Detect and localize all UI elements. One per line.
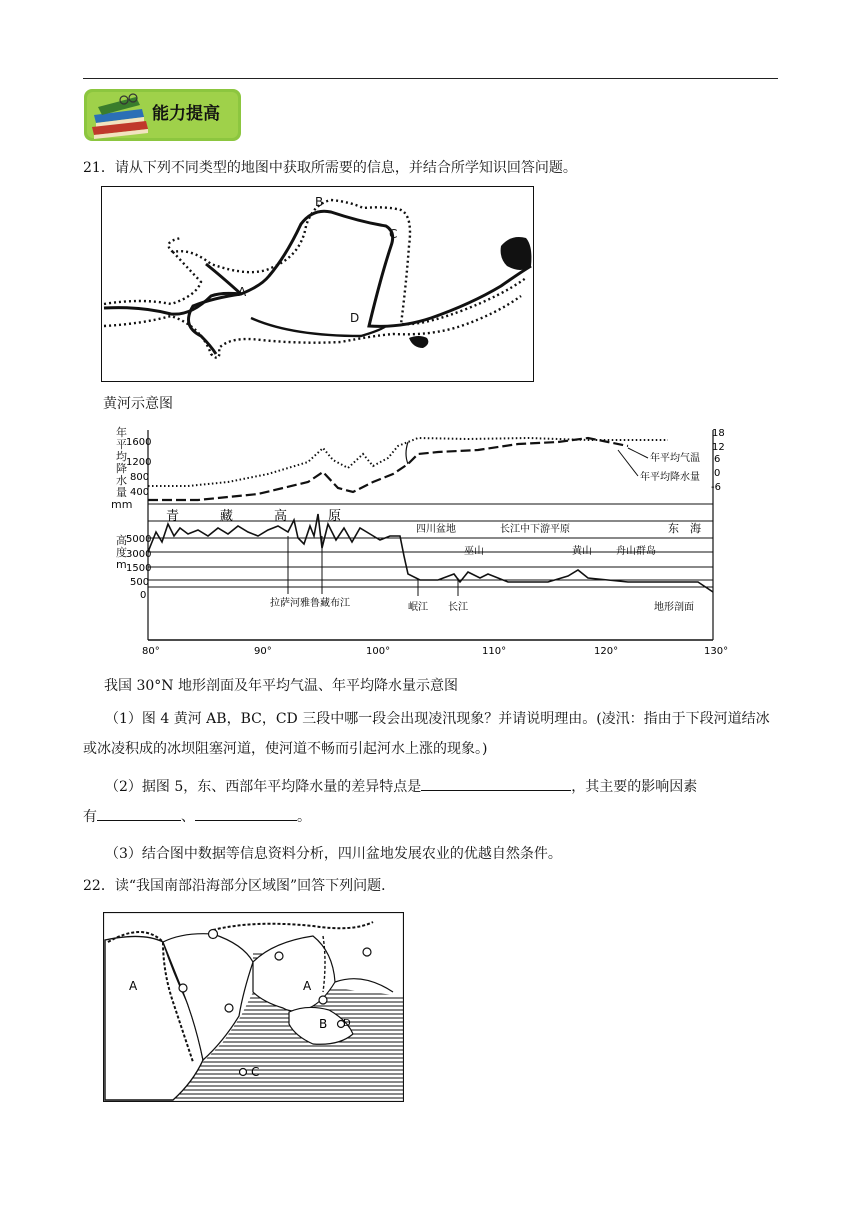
svg-text:长江中下游平原: 长江中下游平原 [500,524,570,535]
svg-text:长江: 长江 [448,602,468,613]
question-22-stem [83,876,395,896]
sub-question-1: （1）图 4 黄河 AB，BC，CD 三段中哪一段会出现凌汛现象？并请说明理由。(凌汛：指由于下段河道结冰或冰凌积成的冰坝阻塞河道，使河道不畅而引起河水上涨的现象。) [83,711,770,757]
header-rule [83,78,778,79]
svg-text:120°: 120° [594,646,619,657]
svg-text:原: 原 [328,509,342,524]
map-label-a-west: A [129,979,138,993]
left-axis-label: 年平均降水量 mm [111,426,133,511]
map-point-a: A [238,285,247,299]
svg-text:110°: 110° [482,646,507,657]
svg-text:地形剖面: 地形剖面 [654,602,694,613]
yellow-river-map [101,186,534,382]
svg-text:1200: 1200 [126,457,152,468]
map-label-c: C [251,1065,260,1079]
sub-question-2: （2）据图 5，东、西部年平均降水量的差异特点是 ，其主要的影响因素 有 、 。 [83,772,783,832]
height-axis-label: 高度 m [116,534,127,571]
svg-text:800: 800 [130,472,150,483]
svg-text:藏: 藏 [220,509,234,524]
question-text: 读“我国南部沿海部分区域图”回答下列问题． [114,878,396,894]
svg-text:12: 12 [712,442,725,453]
question-number: 21． [83,160,115,176]
svg-text:拉萨河雅鲁藏布江: 拉萨河雅鲁藏布江 [270,598,350,609]
svg-text:年平均降水量: 年平均降水量 [640,472,700,483]
svg-text:100°: 100° [366,646,391,657]
svg-text:-6: -6 [711,482,721,493]
svg-text:岷江: 岷江 [408,602,428,613]
svg-text:1500: 1500 [126,563,152,574]
map-point-c: C [389,227,398,241]
profile-figure [108,424,728,664]
answer-blank-3[interactable] [195,804,297,821]
svg-text:6: 6 [714,454,721,465]
svg-text:0: 0 [140,590,147,601]
svg-text:18: 18 [712,428,725,439]
answer-blank-1[interactable] [421,774,571,791]
svg-text:90°: 90° [254,646,272,657]
map-point-b: B [315,195,324,209]
svg-text:130°: 130° [704,646,728,657]
sub-question-3: （3）结合图中数据等信息资料分析，四川盆地发展农业的优越自然条件。 [105,846,562,862]
map-label-a-east: A [303,979,312,993]
svg-text:青: 青 [166,509,180,524]
svg-text:1600: 1600 [126,437,152,448]
section-banner [84,89,241,141]
map-point-d: D [350,311,360,325]
svg-text:80°: 80° [142,646,160,657]
svg-text:年平均气温: 年平均气温 [650,453,700,464]
south-coast-map [103,912,404,1102]
question-21-stem [83,158,577,178]
map-label-b: B [319,1017,328,1031]
svg-text:东 海: 东 海 [668,522,701,535]
banner-label: 能力提高 [152,104,220,124]
question-text: 请从下列不同类型的地图中获取所需要的信息，并结合所学知识回答问题。 [114,160,577,176]
svg-text:巫山: 巫山 [464,546,484,557]
svg-text:400: 400 [130,487,150,498]
svg-text:四川盆地: 四川盆地 [416,524,456,535]
map-label-d: D [343,1018,351,1029]
svg-text:高: 高 [274,509,288,524]
answer-blank-2[interactable] [97,804,181,821]
svg-text:3000: 3000 [126,549,152,560]
map2-caption: 我国 30°N 地形剖面及年平均气温、年平均降水量示意图 [104,678,458,694]
question-number: 22． [83,878,115,894]
svg-text:5000: 5000 [126,534,152,545]
svg-text:0: 0 [714,468,721,479]
svg-text:舟山群岛: 舟山群岛 [616,546,656,557]
svg-text:黄山: 黄山 [572,546,592,557]
svg-text:500: 500 [130,577,150,588]
map1-caption: 黄河示意图 [103,396,173,412]
